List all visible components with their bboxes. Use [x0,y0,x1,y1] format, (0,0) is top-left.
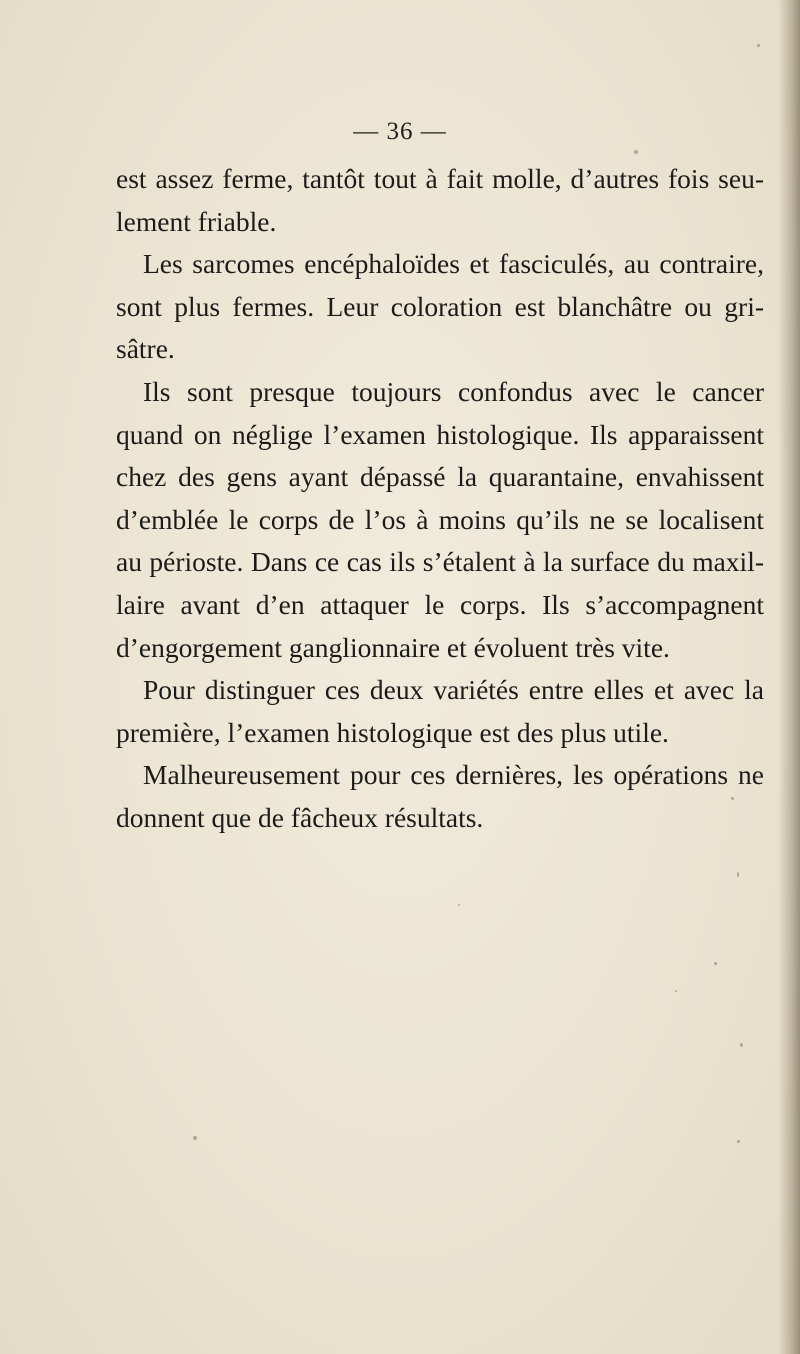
paper-speck [737,1140,740,1143]
paper-speck [675,990,677,992]
text-line: donnent que de fâcheux résultats. [116,801,484,833]
text-line: Pour distinguer ces deux variétés entre elles et avec la [143,674,764,706]
text-line: laire avant d’en attaquer le corps. Ils s’accompagnent [116,588,764,620]
text-line: Ils sont presque toujours confondus avec le cancer [143,375,764,407]
paper-speck [740,1043,743,1047]
body-text [116,158,764,840]
text-line: sont plus fermes. Leur coloration est blanchâtre ou gri- [116,290,764,322]
text-line: chez des gens ayant dépassé la quarantaine, envahissent [116,461,764,493]
paper-speck [193,1136,197,1140]
text-line: quand on néglige l’examen histologique. Ils apparaissent [116,418,764,450]
text-line: au périoste. Dans ce cas ils s’étalent à la surface du maxil- [116,546,764,578]
text-line: est assez ferme, tantôt tout à fait molle, d’autres fois seu- [116,163,764,194]
text-line: d’engorgement ganglionnaire et évoluent très vite. [116,631,670,663]
text-line: lement friable. [116,205,277,237]
page-number: — 36 — [353,118,447,145]
text-line: d’emblée le corps de l’os à moins qu’ils ne se localisent [116,503,764,535]
text-line: Malheureusement pour ces dernières, les opérations ne [143,759,764,791]
paper-speck [757,44,760,47]
paper-speck [714,962,717,965]
paper-speck [737,872,739,877]
text-line: Les sarcomes encéphaloïdes et fasciculés, au contraire, [143,248,764,280]
paper-speck [458,904,460,906]
text-line: première, l’examen histologique est des plus utile. [116,716,669,748]
text-line: sâtre. [116,333,175,365]
page-edge-shadow [778,0,800,1354]
paper-speck [731,797,734,800]
paper-speck [634,150,638,154]
